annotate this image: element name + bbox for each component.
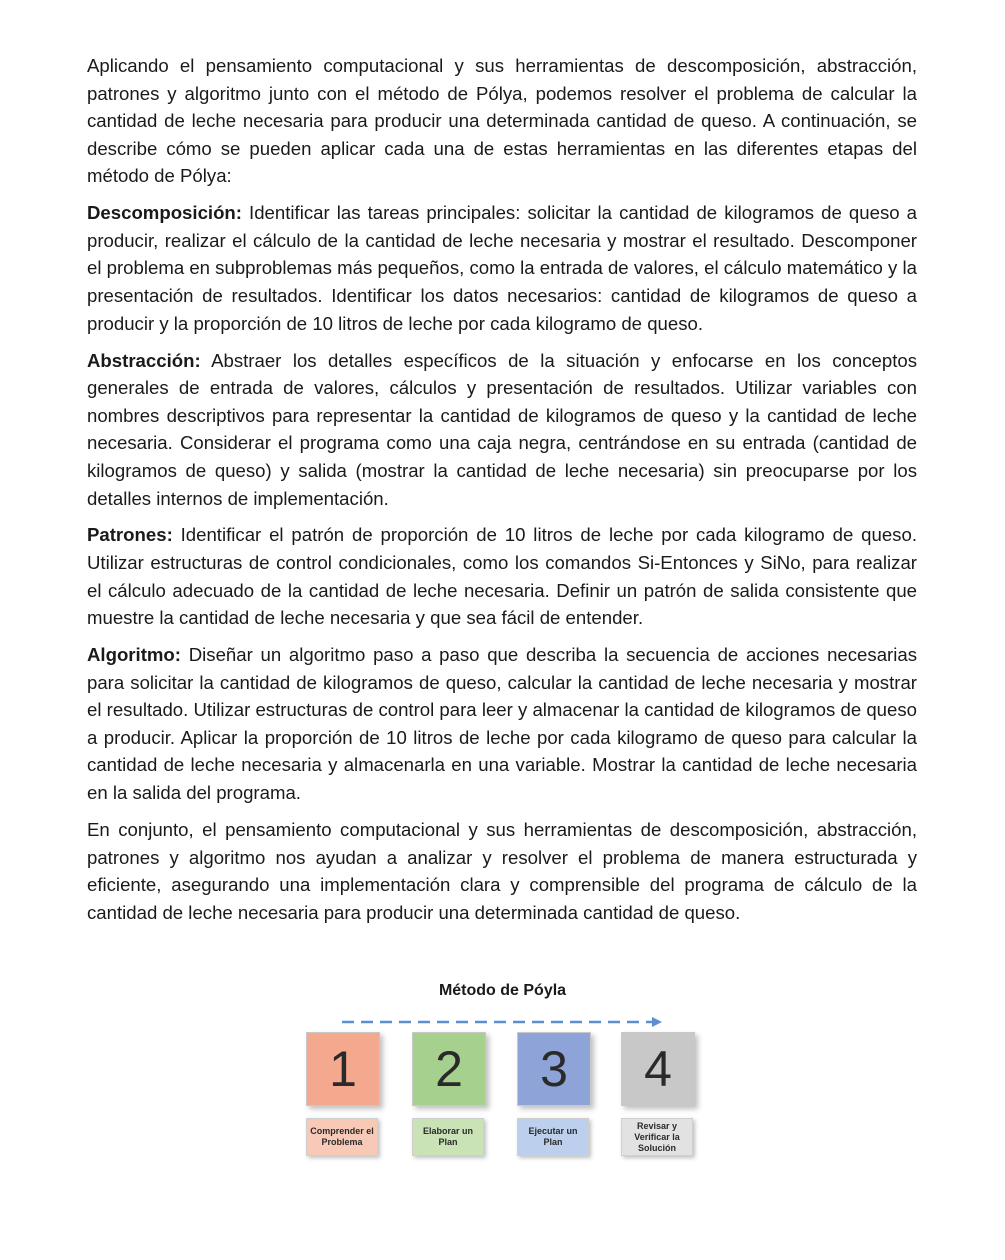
paragraph-heading: Descomposición: xyxy=(87,202,242,224)
paragraph-text: Abstraer los detalles específicos de la situación y enfocarse en los conceptos generales de entrada de valores, cálculos y presentación de resultados. Utilizar variables con nombres descriptivos para representar la cantidad de kilogramos de queso y la cantidad de leche necesaria. Considerar el programa como una caja negra, centrándose en su entrada (cantidad de kilogramos de queso) y salida (mostrar la cantidad de leche necesaria) sin preocuparse por los detalles internos de implementación. xyxy=(87,349,917,509)
abstraction-paragraph xyxy=(87,347,917,513)
paragraph-heading: Algoritmo: xyxy=(87,644,181,666)
step-number-box: 3 xyxy=(517,1032,591,1106)
patterns-paragraph xyxy=(87,521,917,631)
step-label: Comprender el Problema xyxy=(306,1118,378,1156)
figure-title: Método de Póyla xyxy=(438,982,567,999)
paragraph-text: Aplicando el pensamiento computacional y sus herramientas de descomposición, abstracción, patrones y algoritmo junto con el método de Pólya, podemos resolver el problema de calcular la cantidad de leche necesaria para producir una determinada cantidad de queso. A continuación, se describe cómo se pueden aplicar cada una de estas herramientas en las diferentes etapas del método de Pólya: xyxy=(87,55,917,187)
step-2 xyxy=(412,1032,490,1156)
step-label: Elaborar un Plan xyxy=(412,1118,484,1156)
step-label: Revisar y Verificar la Solución xyxy=(621,1118,693,1156)
polya-method-figure xyxy=(0,980,1005,1170)
paragraph-heading: Abstracción: xyxy=(87,349,201,371)
paragraph-text: En conjunto, el pensamiento computacional y sus herramientas de descomposición, abstracción, patrones y algoritmo nos ayudan a analizar y resolver el problema de manera estructurada y eficiente, asegurando una implementación clara y comprensible del programa de cálculo de la cantidad de leche necesaria para producir una determinada cantidad de queso. xyxy=(87,818,917,923)
decomposition-paragraph xyxy=(87,199,917,337)
paragraph-text: Identificar el patrón de proporción de 10 litros de leche por cada kilogramo de queso. Utilizar estructuras de control condicionales, como los comandos Si-Entonces y SiNo, para realizar el cálculo adecuado de la cantidad de leche necesaria. Definir un patrón de salida consistente que muestre la cantidad de leche necesaria y que sea fácil de entender. xyxy=(87,524,917,629)
dashed-arrow-icon xyxy=(340,1016,665,1028)
step-number-box: 4 xyxy=(621,1032,695,1106)
intro-paragraph xyxy=(87,52,917,190)
polya-steps xyxy=(306,1032,706,1162)
step-number-box: 1 xyxy=(306,1032,380,1106)
conclusion-paragraph xyxy=(87,816,917,926)
paragraph-text: Identificar las tareas principales: solicitar la cantidad de kilogramos de queso a producir, realizar el cálculo de la cantidad de leche necesaria y mostrar el resultado. Descomponer el problema en subproblemas más pequeños, como la entrada de valores, el cálculo matemático y la presentación de resultados. Identificar los datos necesarios: cantidad de kilogramos de queso a producir y la proporción de 10 litros de leche por cada kilogramo de queso. xyxy=(87,202,917,334)
algorithm-paragraph xyxy=(87,641,917,807)
paragraph-heading: Patrones: xyxy=(87,524,173,546)
step-label: Ejecutar un Plan xyxy=(517,1118,589,1156)
step-3 xyxy=(517,1032,595,1156)
step-1 xyxy=(306,1032,384,1156)
document-body xyxy=(87,52,917,936)
paragraph-text: Diseñar un algoritmo paso a paso que describa la secuencia de acciones necesarias para solicitar la cantidad de kilogramos de queso, calcular la cantidad de leche necesaria y mostrar el resultado. Utilizar estructuras de control para leer y almacenar la cantidad de kilogramos de queso a producir. Aplicar la proporción de 10 litros de leche por cada kilogramo de queso para calcular la cantidad de leche necesaria y almacenarla en una variable. Mostrar la cantidad de leche necesaria en la salida del programa. xyxy=(87,644,917,804)
step-4 xyxy=(621,1032,699,1156)
step-number-box: 2 xyxy=(412,1032,486,1106)
